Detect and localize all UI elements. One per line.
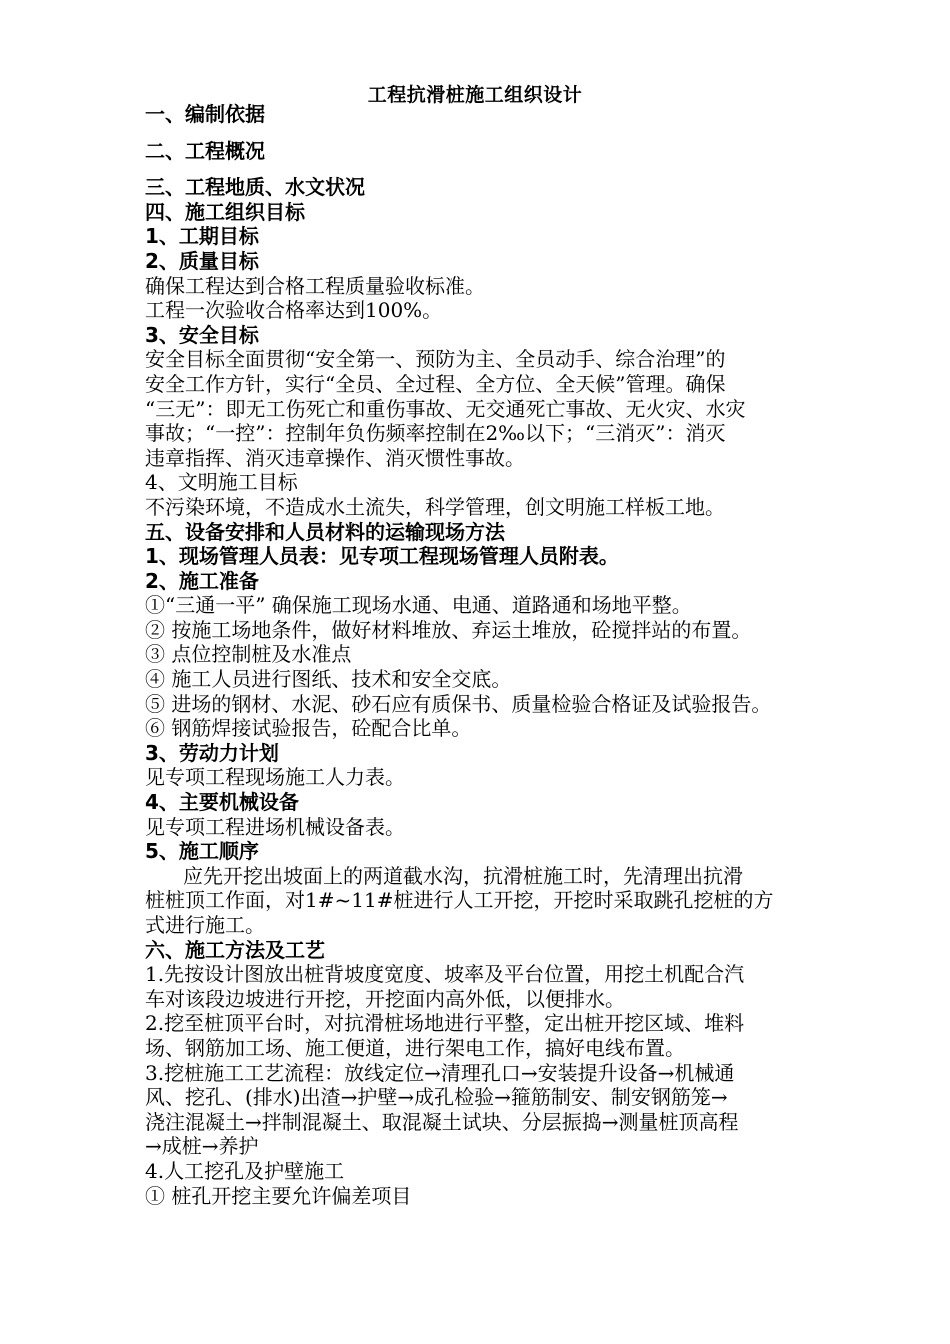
body-text-line: 风、挖孔、(排水)出渣→护壁→成孔检验→箍筋制安、制安钢筋笼→ [145, 1085, 728, 1110]
body-text-line: 事故；“一控”：控制年负伤频率控制在2‰以下；“三消灭”：消灭 [145, 421, 726, 446]
document-title: 工程抗滑桩施工组织设计 [367, 84, 583, 106]
body-text-line: ①“三通一平” 确保施工现场水通、电通、道路通和场地平整。 [145, 593, 692, 618]
body-text-line: 浇注混凝土→拌制混凝土、取混凝土试块、分层振捣→测量桩顶高程 [145, 1109, 739, 1134]
body-text-line: ② 按施工场地条件，做好材料堆放、弃运土堆放，砼搅拌站的布置。 [145, 617, 752, 642]
body-text-line: 1.先按设计图放出桩背坡度宽度、坡率及平台位置，用挖土机配合汽 [145, 962, 745, 987]
body-text-line: 3.挖桩施工工艺流程：放线定位→清理孔口→安装提升设备→机械通 [145, 1060, 735, 1085]
section-heading: 三、工程地质、水文状况 [145, 175, 365, 200]
body-text-line: ③ 点位控制桩及水准点 [145, 642, 352, 667]
body-text-line: 见专项工程现场施工人力表。 [145, 765, 405, 790]
section-heading: 3、安全目标 [145, 322, 259, 347]
body-text-line: 车对该段边坡进行开挖，开挖面内高外低，以便排水。 [145, 986, 625, 1011]
body-text-line: ① 桩孔开挖主要允许偏差项目 [145, 1183, 412, 1208]
section-heading: 四、施工组织目标 [145, 199, 305, 224]
section-heading: 五、设备安排和人员材料的运输现场方法 [145, 519, 505, 544]
body-text-line: 4.人工挖孔及护壁施工 [145, 1158, 345, 1183]
body-text-line: 应先开挖出坡面上的两道截水沟，抗滑桩施工时，先清理出抗滑 [183, 863, 743, 888]
body-text-line: 4、文明施工目标 [145, 470, 298, 495]
section-heading: 4、主要机械设备 [145, 790, 299, 815]
body-text-line: 桩桩顶工作面，对1#~11#桩进行人工开挖，开挖时采取跳孔挖桩的方 [145, 888, 774, 913]
section-heading: 3、劳动力计划 [145, 740, 279, 765]
body-text-line: 安全目标全面贯彻“安全第一、预防为主、全员动手、综合治理”的 [145, 347, 726, 372]
section-heading: 5、施工顺序 [145, 839, 259, 864]
body-text-line: 工程一次验收合格率达到100%。 [145, 298, 443, 323]
body-text-line: “三无”：即无工伤死亡和重伤事故、无交通死亡事故、无火灾、水灾 [145, 396, 746, 421]
body-text-line: ⑤ 进场的钢材、水泥、砂石应有质保书、质量检验合格证及试验报告。 [145, 691, 772, 716]
section-heading: 2、施工准备 [145, 568, 259, 593]
body-text-line: ⑥ 钢筋焊接试验报告，砼配合比单。 [145, 716, 472, 741]
body-text-line: 确保工程达到合格工程质量验收标准。 [145, 273, 485, 298]
body-text-line: 2.挖至桩顶平台时，对抗滑桩场地进行平整，定出桩开挖区域、堆料 [145, 1011, 745, 1036]
section-heading: 一、编制依据 [145, 102, 265, 126]
body-text-line: →成桩→养护 [145, 1134, 259, 1159]
body-text-line: 安全工作方针，实行“全员、全过程、全方位、全天候”管理。确保 [145, 371, 726, 396]
body-text-line: 见专项工程进场机械设备表。 [145, 814, 405, 839]
section-heading: 1、现场管理人员表：见专项工程现场管理人员附表。 [145, 544, 619, 569]
body-text-line: ④ 施工人员进行图纸、技术和安全交底。 [145, 667, 512, 692]
body-text-line: 场、钢筋加工场、施工便道，进行架电工作，搞好电线布置。 [145, 1035, 685, 1060]
section-heading: 2、质量目标 [145, 248, 259, 273]
body-text-line: 不污染环境，不造成水土流失，科学管理，创文明施工样板工地。 [145, 494, 725, 519]
body-text-line: 式进行施工。 [145, 913, 265, 937]
section-heading: 1、工期目标 [145, 224, 259, 249]
body-text-line: 违章指挥、消灭违章操作、消灭惯性事故。 [145, 445, 525, 470]
section-heading: 二、工程概况 [145, 138, 265, 163]
section-heading: 六、施工方法及工艺 [145, 937, 325, 962]
document-body [145, 102, 815, 1208]
